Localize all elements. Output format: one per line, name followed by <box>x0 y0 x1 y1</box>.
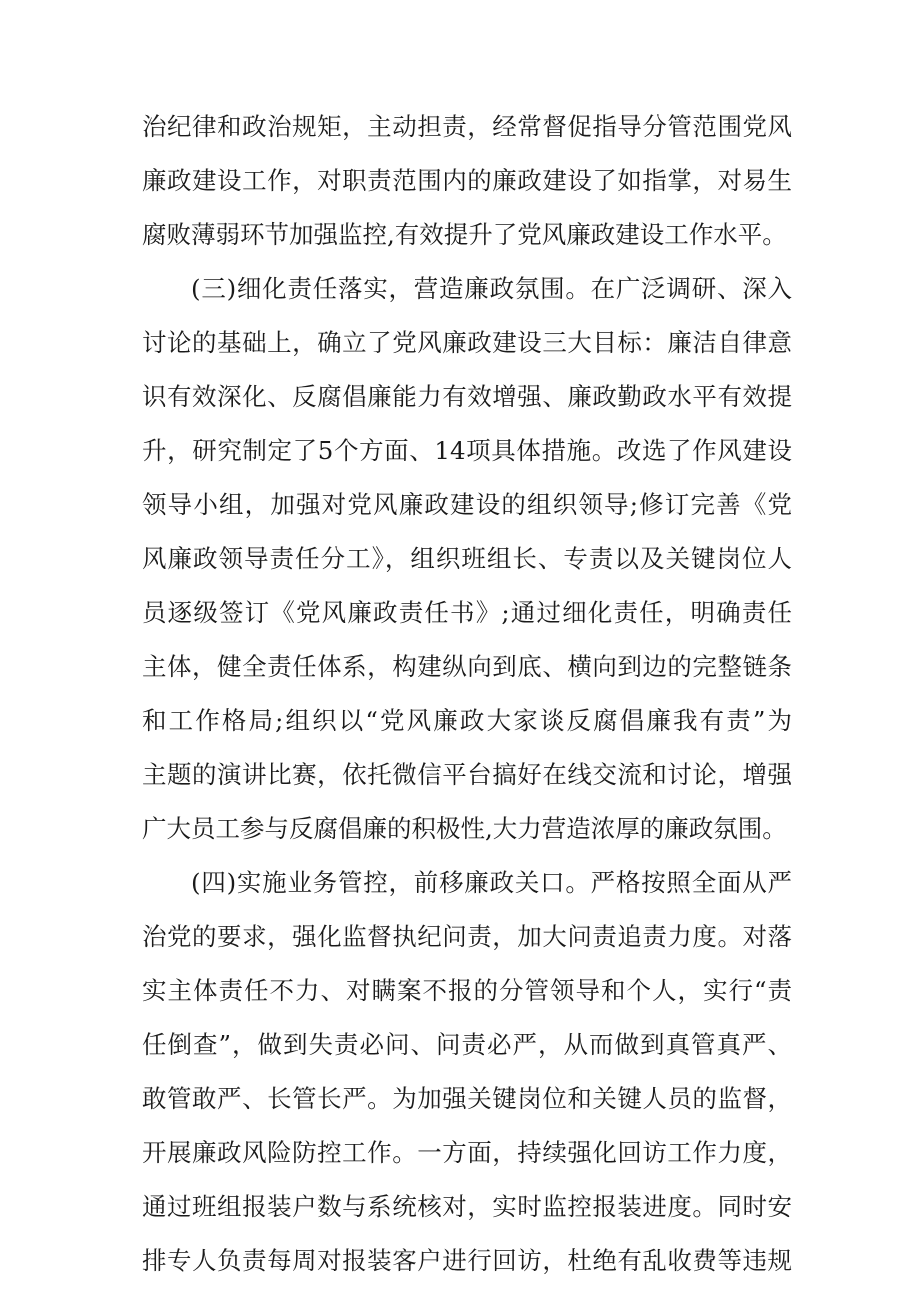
text-line: 通过班组报装户数与系统核对，实时监控报装进度。同时安 <box>142 1192 792 1221</box>
text-line: 廉政建设工作，对职责范围内的廉政建设了如指掌，对易生 <box>142 166 792 195</box>
text-line: 任倒查”，做到失责必问、问责必严，从而做到真管真严、 <box>142 1030 792 1059</box>
text-line: 腐败薄弱环节加强监控,有效提升了党风廉政建设工作水平。 <box>142 220 787 249</box>
text-line: 开展廉政风险防控工作。一方面，持续强化回访工作力度， <box>142 1138 792 1167</box>
text-line: 治纪律和政治规矩，主动担责，经常督促指导分管范围党风 <box>142 112 792 141</box>
text-line: 排专人负责每周对报装客户进行回访，杜绝有乱收费等违规 <box>142 1246 792 1275</box>
text-line: 和工作格局;组织以“党风廉政大家谈反腐倡廉我有责”为 <box>142 706 792 735</box>
text-line: 治党的要求，强化监督执纪问责，加大问责追责力度。对落 <box>142 922 792 951</box>
section-3-heading-line: (三)细化责任落实，营造廉政氛围。在广泛调研、深入 <box>191 274 792 303</box>
text-line: 员逐级签订《党风廉政责任书》;通过细化责任，明确责任 <box>142 598 792 627</box>
text-line: 主题的演讲比赛，依托微信平台搞好在线交流和讨论，增强 <box>142 760 792 789</box>
section-4-heading-line: (四)实施业务管控，前移廉政关口。严格按照全面从严 <box>191 868 792 897</box>
text-line: 升，研究制定了5个方面、14项具体措施。改选了作风建设 <box>142 436 792 465</box>
body-text <box>142 100 792 1288</box>
text-line: 领导小组，加强对党风廉政建设的组织领导;修订完善《党 <box>142 490 792 519</box>
text-line: 风廉政领导责任分工》，组织班组长、专责以及关键岗位人 <box>142 544 792 573</box>
text-line: 广大员工参与反腐倡廉的积极性,大力营造浓厚的廉政氛围。 <box>142 814 787 843</box>
text-line: 讨论的基础上，确立了党风廉政建设三大目标：廉洁自律意 <box>142 328 792 357</box>
text-line: 主体，健全责任体系，构建纵向到底、横向到边的完整链条 <box>142 652 792 681</box>
text-line: 敢管敢严、长管长严。为加强关键岗位和关键人员的监督， <box>142 1084 792 1113</box>
text-line: 实主体责任不力、对瞒案不报的分管领导和个人，实行“责 <box>142 976 792 1005</box>
text-line: 识有效深化、反腐倡廉能力有效增强、廉政勤政水平有效提 <box>142 382 792 411</box>
